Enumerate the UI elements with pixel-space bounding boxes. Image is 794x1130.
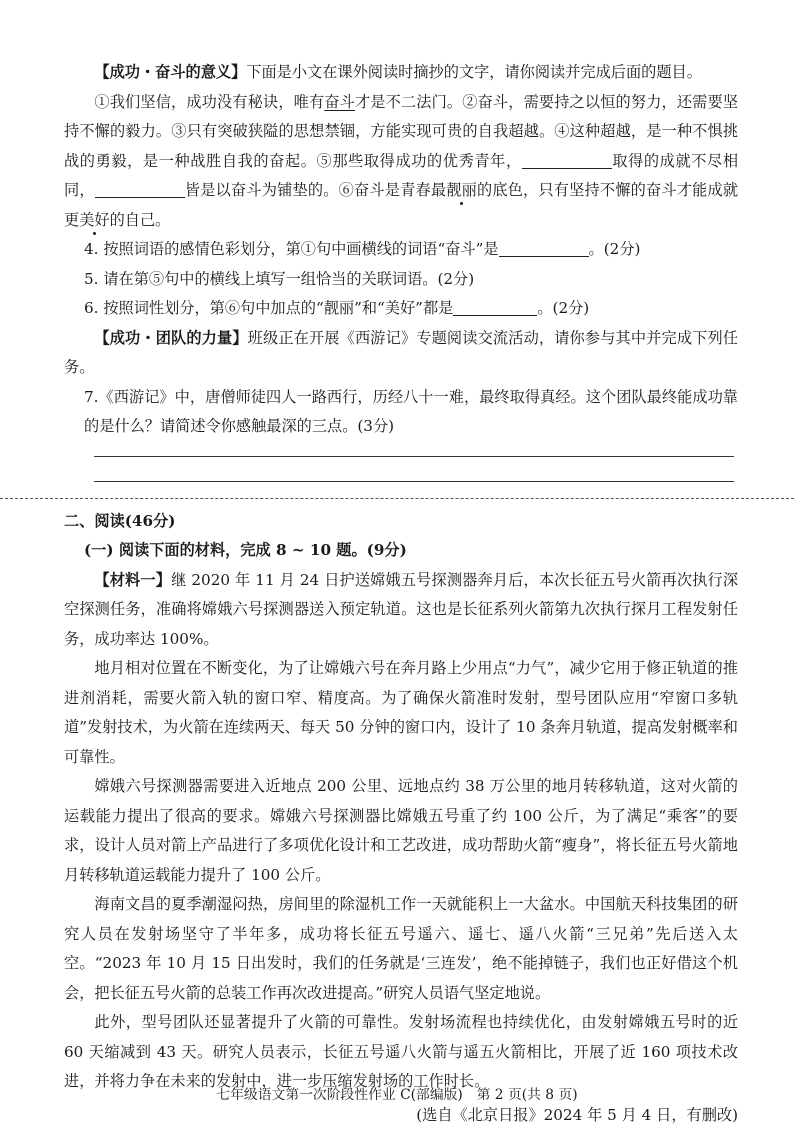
intro-paragraph-2: 【成功・团队的力量】班级正在开展《西游记》专题阅读交流活动，请你参与其中并完成下列任务。 [64,328,739,376]
answer-blank-q6[interactable] [453,300,537,316]
answer-blank-q4[interactable] [499,241,589,257]
question-5: 5. 请在第⑤句中的横线上填写一组恰当的关联词语。(2分) [84,269,475,288]
material-paragraph-1: 【材料一】继 2020 年 11 月 24 日护送嫦娥五号探测器奔月后，本次长征五号火箭再次执行深空探测任务，准确将嫦娥六号探测器送入预定轨道。这也是长征系列火箭第九次执行探月工程发射任务，成功率达 100%。 [64,570,739,648]
answer-line-1[interactable] [94,456,734,457]
heading-success-meaning: 【成功・奋斗的意义】 [94,63,247,81]
question-6: 6. 按照词性划分，第⑥句中加点的“靓丽”和“美好”都是 。(2分) [84,299,590,317]
dotted-word-meihao: 美好 [79,210,110,229]
blank-connective-1[interactable] [522,152,612,168]
material-paragraph-2: 地月相对位置在不断变化，为了让嫦娥六号在奔月路上少用点“力气”，减少它用于修正轨道的推进剂消耗，需要火箭入轨的窗口窄、精度高。为了确保火箭准时发射，型号团队应用“窄窗口多轨道”发射技术，为火箭在连续两天、每天 50 分钟的窗口内，设计了 10 条奔月轨道，提高发射概率和可靠性。 [64,659,738,766]
section-title-reading: 二、阅读(46分) [64,511,176,530]
source-citation: (选自《北京日报》2024 年 5 月 4 日，有删改) [416,1105,738,1124]
underlined-word-fendou: 奋斗 [324,92,355,111]
intro-paragraph-1: 【成功・奋斗的意义】下面是小文在课外阅读时摘抄的文字，请你阅读并完成后面的题目。 [94,63,702,81]
answer-line-2[interactable] [94,481,734,482]
excerpt-paragraph: ①我们坚信，成功没有秘诀，唯有奋斗才是不二法门。②奋斗，需要持之以恒的努力，还需要坚持不懈的毅力。③只有突破狭隘的思想禁锢，方能实现可贵的自我超越。④这种超越，是一种不惧挑战的勇毅，是一种战胜自我的奋起。⑤那些取得成功的优秀青年， 取得的成就不尽相同， 皆是以奋斗为铺垫的。⑥奋斗是青春最靓丽的底色，只有坚持不懈的奋斗才能成就更美好的自己。 [64,92,739,229]
question-7: 7.《西游记》中，唐僧师徒四人一路西行，历经八十一难，最终取得真经。这个团队最终能成功靠的是什么？请简述令你感触最深的三点。(3分) [84,387,738,435]
blank-connective-2[interactable] [95,182,185,198]
material-label: 【材料一】 [94,570,172,589]
dotted-word-liangli: 靓丽 [446,181,477,199]
question-4: 4. 按照词语的感情色彩划分，第①句中画横线的词语“奋斗”是 。(2分) [84,240,641,258]
subsection-title: (一) 阅读下面的材料，完成 8 ~ 10 题。(9分) [84,541,407,559]
material-paragraph-5: 此外，型号团队还显著提升了火箭的可靠性。发射场流程也持续优化，由发射嫦娥五号时的近 60 天缩减到 43 天。研究人员表示，长征五号遥八火箭与遥五火箭相比，开展了近 160 项技术改进，并将力争在未来的发射中，进一步压缩发射场的工作时长。 [64,1013,738,1090]
section-divider [0,498,794,499]
page-footer: 七年级语文第一次阶段性作业 C(部编版) 第 2 页(共 8 页) [216,1087,578,1103]
material-paragraph-4: 海南文昌的夏季潮湿闷热，房间里的除湿机工作一天就能积上一大盆水。中国航天科技集团的研究人员在发射场坚守了半年多，成功将长征五号遥六、遥七、遥八火箭“三兄弟”先后送入太空。“2023 年 10 月 15 日出发时，我们的任务就是‘三连发’，绝不能掉链子，我们也正好借这个机会，把长征五号火箭的总装工作再次改进提高。”研究人员语气坚定地说。 [64,895,738,1002]
heading-team-power: 【成功・团队的力量】 [94,328,248,347]
material-paragraph-3: 嫦娥六号探测器需要进入近地点 200 公里、远地点约 38 万公里的地月转移轨道，这对火箭的运载能力提出了很高的要求。嫦娥六号探测器比嫦娥五号重了约 100 公斤，为了满足“乘客”的要求，设计人员对箭上产品进行了多项优化设计和工艺改进，成功帮助火箭“瘦身”，将长征五号火箭地月转移轨道运载能力提升了 100 公斤。 [64,777,738,884]
